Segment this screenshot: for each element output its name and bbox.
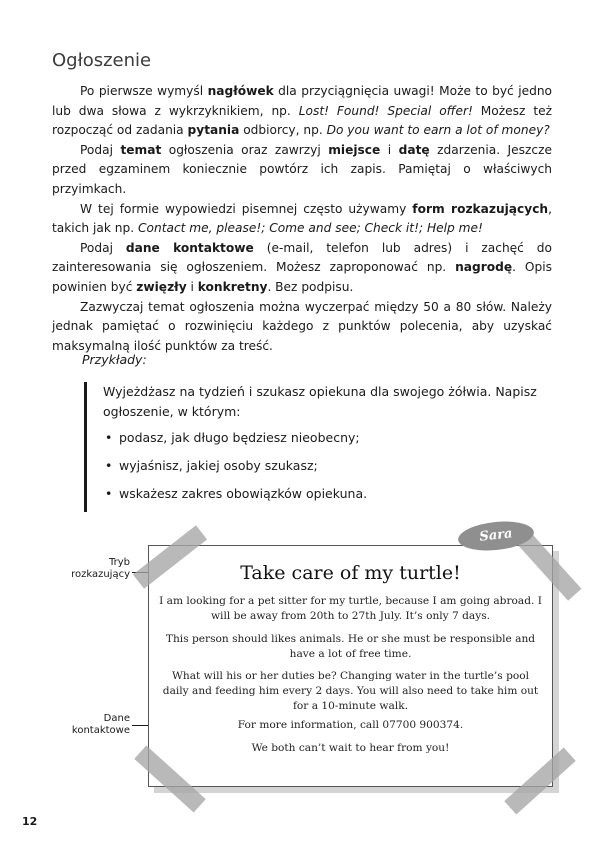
instructions-body <box>52 82 552 356</box>
notice-paragraph: I am looking for a pet sitter for my turtle, because I am going abroad. I will be away from 20th to 27th July. It’s only 7 days. <box>159 595 542 622</box>
paragraph-topic: Podaj temat ogłoszenia oraz zawrzyj miejsce i datę zdarzenia. Jeszcze przed egzaminem koniecznie powtórz ich zapis. Pamiętaj o właściwych przyimkach. <box>52 142 552 196</box>
annotation-contact: Dane kontaktowe <box>71 713 130 736</box>
paragraph-contact: Podaj dane kontaktowe (e-mail, telefon lub adres) i zachęć do zainteresowania się ogłoszeniem. Możesz zaproponować np. nagrodę. Opis powinien być zwięzły i konkretny. Bez podpisu. <box>52 240 552 294</box>
notice-card <box>148 545 553 787</box>
notice-title: Take care of my turtle! <box>240 562 461 584</box>
task-intro: Wyjeżdżasz na tydzień i szukasz opiekuna dla swojego żółwia. Napisz ogłoszenie, w którym: <box>103 384 537 419</box>
notice-paragraph: This person should likes animals. He or she must be responsible and have a lot of free time. <box>165 633 536 660</box>
task-bullets <box>103 428 543 504</box>
task-box <box>84 382 543 512</box>
author-badge: Sara <box>457 518 536 554</box>
paragraph-length: Zazwyczaj temat ogłoszenia można wyczerpać między 50 a 80 słów. Należy jednak pamiętać o rozwinięciu każdego z punktów polecenia, aby uzyskać maksymalną ilość punktów za treść. <box>52 299 552 353</box>
task-bullet: • podasz, jak długo będziesz nieobecny; <box>103 428 543 448</box>
task-bullet: • wskażesz zakres obowiązków opiekuna. <box>103 484 543 504</box>
task-bullet: • wyjaśnisz, jakiej osoby szukasz; <box>103 456 543 476</box>
annotation-imperative: Tryb rozkazujący <box>71 557 130 580</box>
section-heading: Ogłoszenie <box>52 50 152 71</box>
notice-paragraph: For more information, call 07700 900374. <box>237 719 464 731</box>
notice-paragraph: What will his or her duties be? Changing water in the turtle’s pool daily and feeding him every 2 days. You will also need to take him out for a 10-minute walk. <box>162 670 539 712</box>
paragraph-imperative: W tej formie wypowiedzi pisemnej często używamy form rozkazujących, takich jak np. Contact me, please!; Come and see; Check it!; Help me! <box>52 201 552 236</box>
examples-label: Przykłady: <box>82 352 147 367</box>
notice-paragraph: We both can’t wait to hear from you! <box>251 742 450 754</box>
page-number: 12 <box>22 815 38 828</box>
paragraph-headline: Po pierwsze wymyśl nagłówek dla przyciągnięcia uwagi! Może to być jedno lub dwa słowa z wykrzyknikiem, np. Lost! Found! Special offer! Możesz też rozpocząć od zadania pytania odbiorcy, np. Do you want to earn a lot of money? <box>52 84 553 138</box>
